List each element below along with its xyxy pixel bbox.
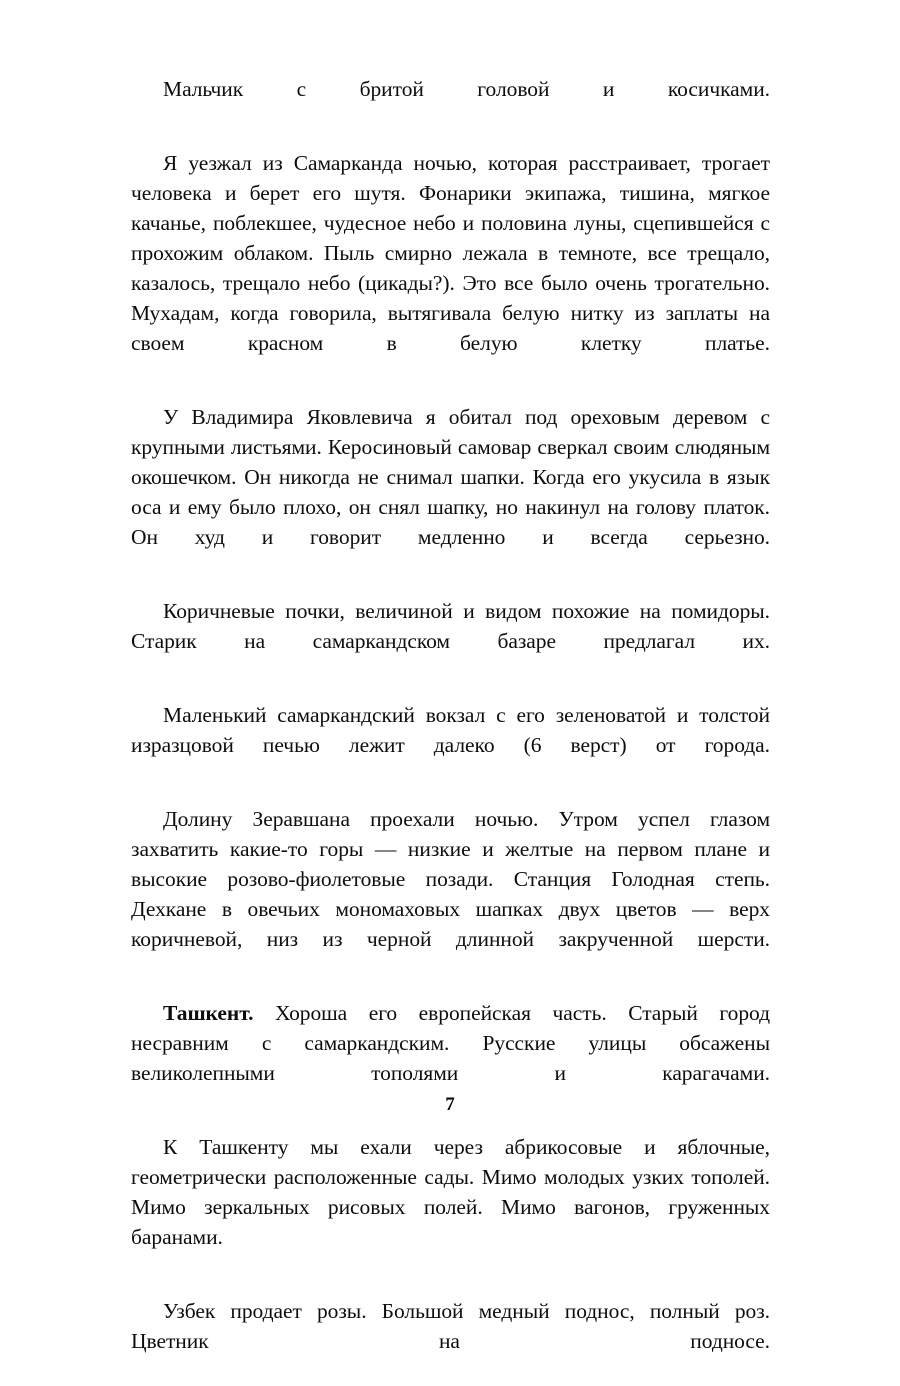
paragraph-text: У Владимира Яковлевича я обитал под ореховым деревом с крупными листьями. Керосиновый самовар сверкал своим слюдяным окошечком. Он никогда не снимал шапки. Когда его укусила в язык оса и ему было плохо, он снял шапку, но накинул на голову платок. Он худ и говорит медленно и всегда серьезно. (131, 405, 770, 549)
paragraph-text: Долину Зеравшана проехали ночью. Утром успел глазом захватить какие-то горы — низкие и желтые на первом плане и высокие розово-фиолетовые позади. Станция Голодная степь. Дехкане в овечьих мономаховых шапках двух цветов — верх коричневой, низ из черной длинной закрученной шерсти. (131, 807, 770, 951)
paragraph (131, 74, 770, 134)
paragraph-text: Коричневые почки, величиной и видом похожие на помидоры. Старик на самаркандском базаре предлагал их. (131, 599, 770, 653)
paragraph-text: Мальчик с бритой головой и косичками. (163, 77, 770, 101)
paragraph (131, 402, 770, 582)
paragraph-text: К Ташкенту мы ехали через абрикосовые и яблочные, геометрически расположенные сады. Мимо молодых узких тополей. Мимо зеркальных рисовых полей. Мимо вагонов, груженных баранами. (131, 1135, 770, 1249)
paragraph (131, 700, 770, 790)
paragraph (131, 1296, 770, 1386)
paragraph (131, 148, 770, 388)
paragraph-text: Маленький самаркандский вокзал с его зеленоватой и толстой изразцовой печью лежит далеко (6 верст) от города. (131, 703, 770, 757)
paragraph-text: Узбек продает розы. Большой медный поднос, полный роз. Цветник на подносе. (131, 1299, 770, 1353)
paragraph (131, 804, 770, 984)
paragraph (131, 1132, 770, 1282)
paragraph-text: Я уезжал из Самарканда ночью, которая расстраивает, трогает человека и берет его шутя. Фонарики экипажа, тишина, мягкое качанье, поблекшее, чудесное небо и половина луны, сцепившейся с прохожим облаком. Пыль смирно лежала в темноте, все трещало, казалось, трещало небо (цикады?). Это все было очень трогательно. Мухадам, когда говорила, вытягивала белую нитку из заплаты на своем красном в белую клетку платье. (131, 151, 770, 355)
body-text-column (131, 74, 770, 1386)
paragraph-text: Хороша его европейская часть. Старый город несравним с самаркандским. Русские улицы обсажены великолепными тополями и карагачами. (131, 1001, 770, 1085)
paragraph-lead-in: Ташкент. (163, 1001, 254, 1025)
paragraph (131, 596, 770, 686)
page-number: 7 (445, 1094, 455, 1115)
